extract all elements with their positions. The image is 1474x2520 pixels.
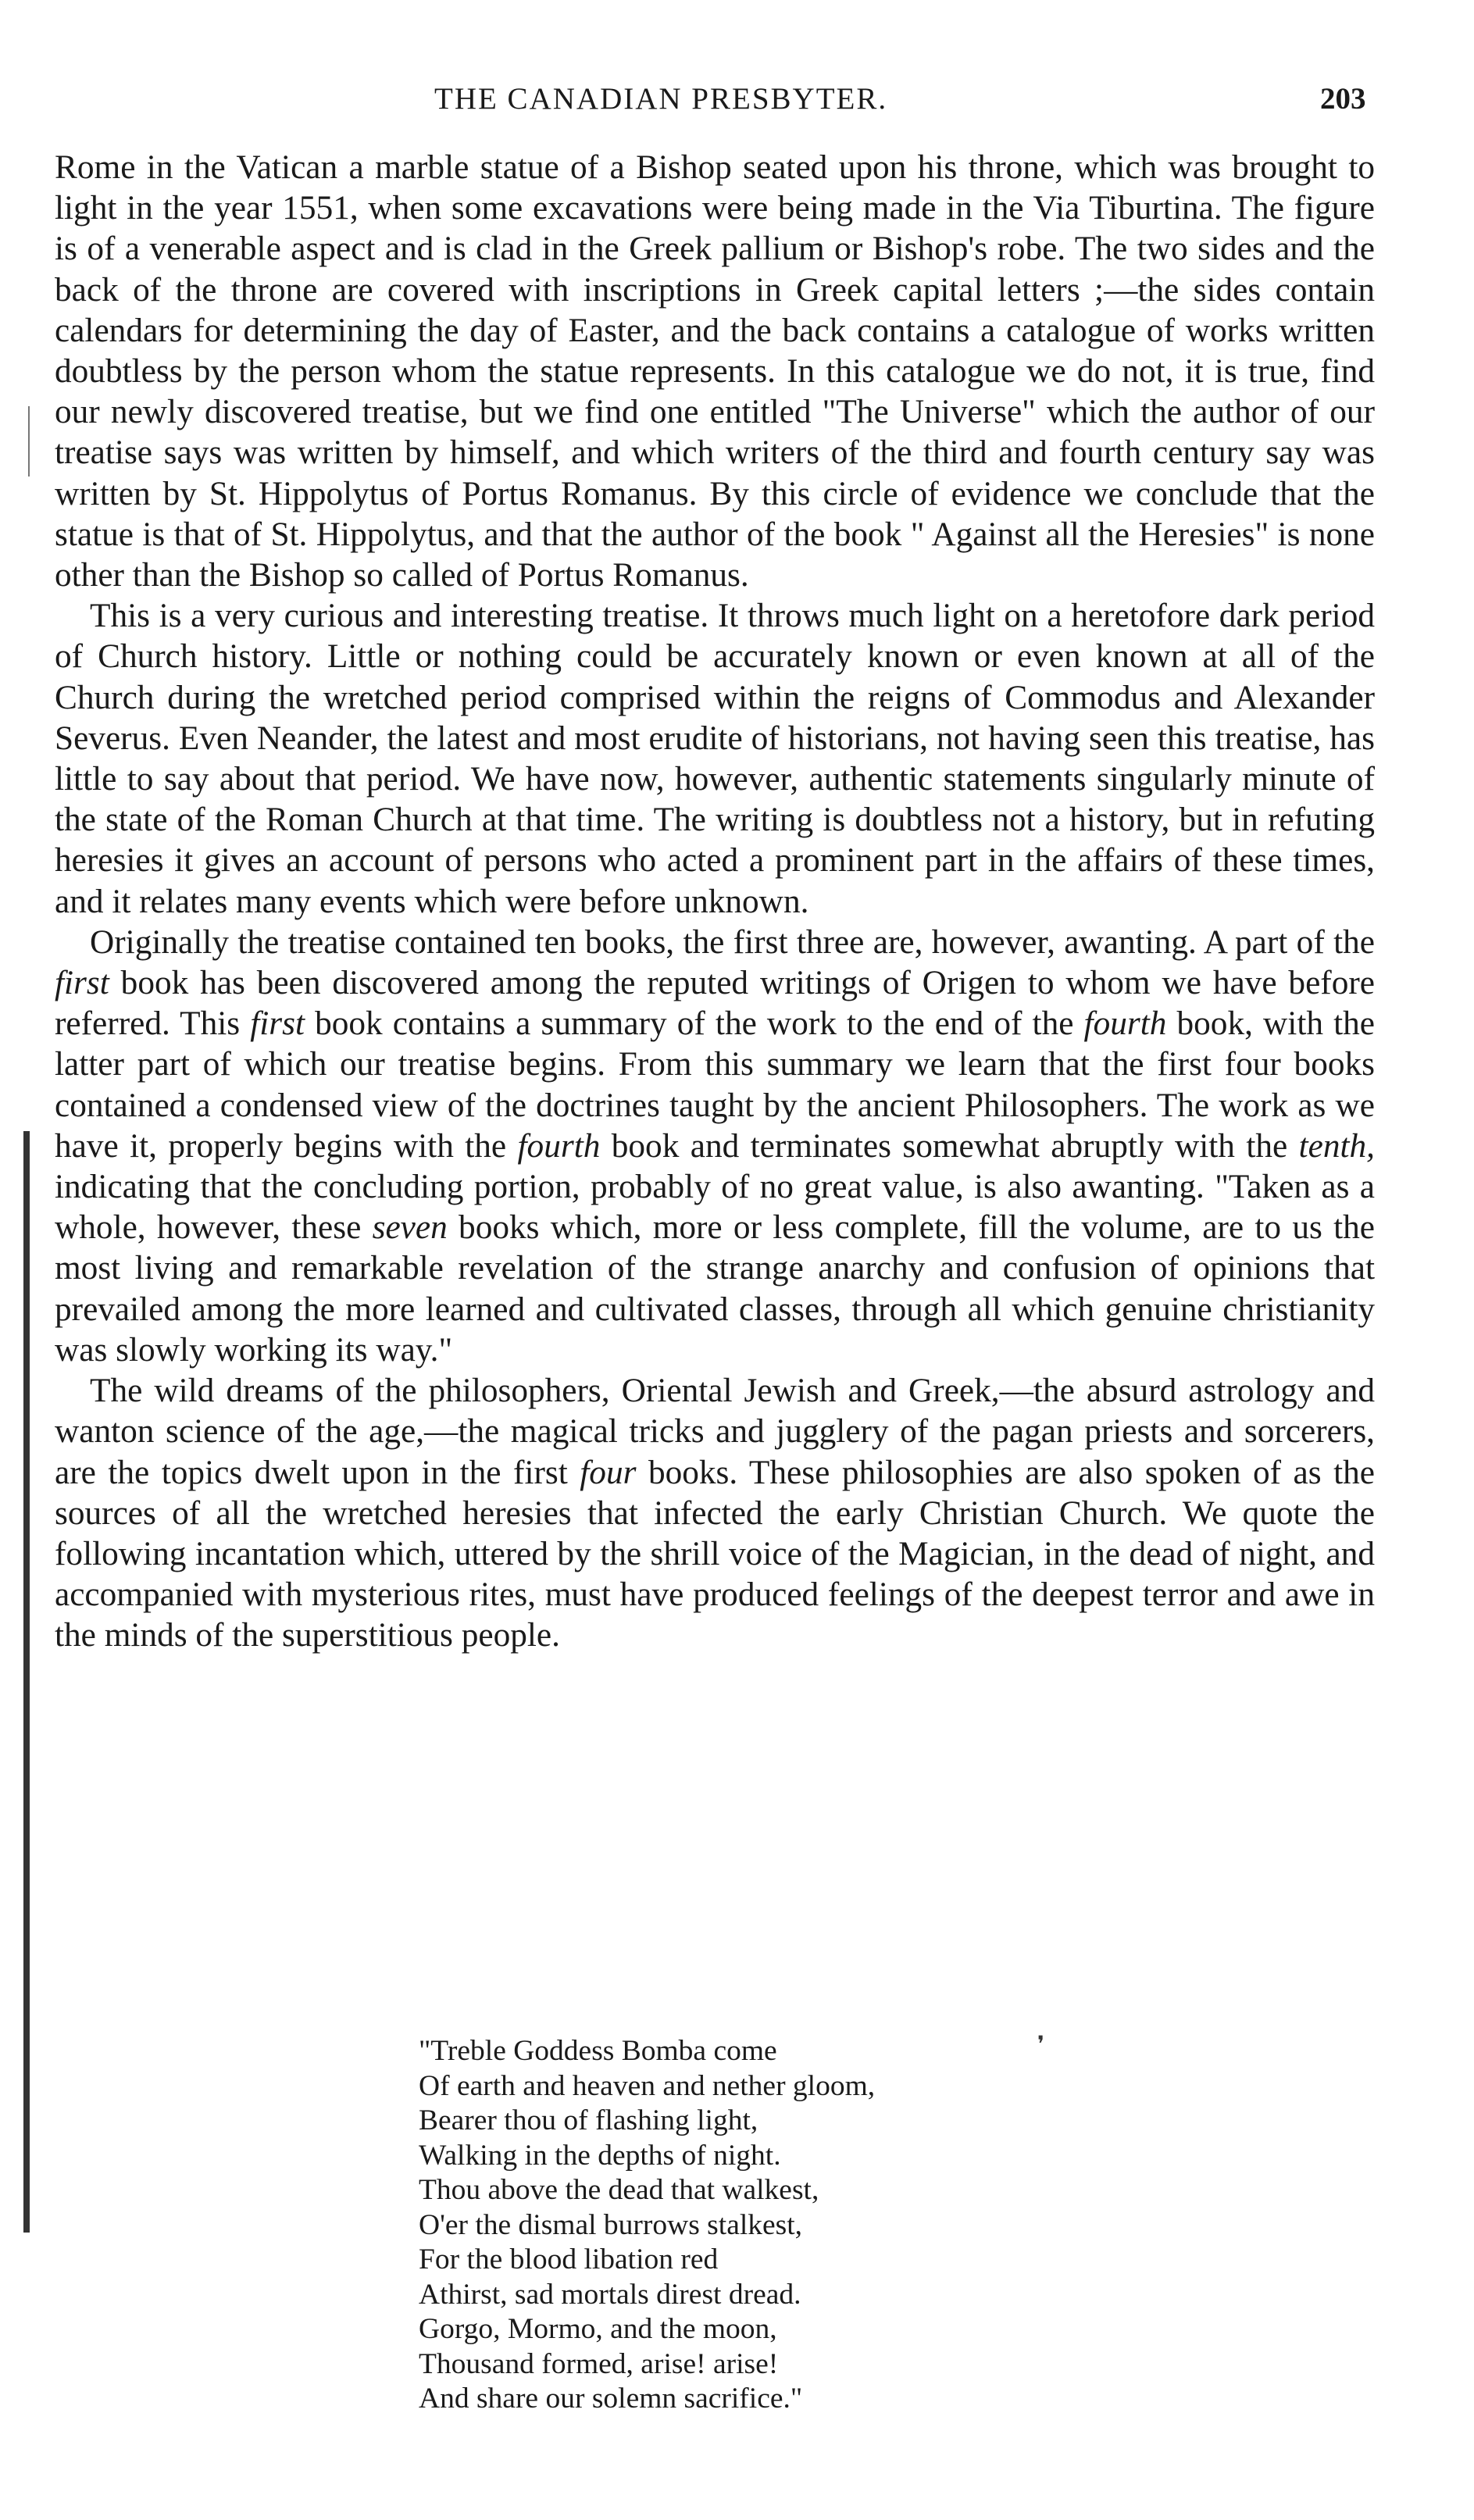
- text-run: The wild dreams of the philosophers, Oriental Jewish and Greek,—the absurd astrology and wanton science of the age,—the magical tricks and jugglery of the pagan priests and sorcerers, are the topics dwelt upon in the first: [55, 1372, 1375, 1491]
- verse-line: O'er the dismal burrows stalkest,: [419, 2208, 803, 2241]
- text-run: indicating that the concluding portion, probably of no great value, is also awanting. "Taken as a whole, however, these: [55, 1168, 1375, 1247]
- italic-word: tenth,: [1298, 1126, 1376, 1165]
- text-run: books. These philosophies are also spoken of as the sources of all the wretched heresies that infected the early Christian Church. We quote the following incantation which, uttered by the shrill voice of the Magician, in the dead of night, and accompanied with mysterious rites, must have produced feelings of the deepest terror and awe in the minds of the superstitious people.: [55, 1453, 1375, 1654]
- paragraph-2: [55, 595, 1375, 922]
- text-run: This is a very curious and interesting treatise. It throws much light on a heretofore dark period of Church history. Little or nothing could be accurately known or even known at all of the Church during the wretched period comprised within the reigns of Commodus and Alexander Severus. Even Neander, the latest and most erudite of historians, not having seen this treatise, has little to say about that period. We have now, however, authentic statements singularly minute of the state of the Roman Church at that time. The writing is doubtless not a history, but in refuting heresies it gives an account of persons who acted a prominent part in the affairs of these times, and it relates many events which were before unknown.: [55, 597, 1375, 920]
- italic-word: fourth: [517, 1126, 601, 1165]
- verse-line: Thousand formed, arise! arise!: [419, 2347, 779, 2380]
- italic-word: seven: [372, 1208, 448, 1247]
- page-header: [0, 81, 1474, 128]
- verse-line: Gorgo, Mormo, and the moon,: [419, 2313, 777, 2345]
- print-speck: ❜: [1037, 2033, 1045, 2057]
- verse-line: Thou above the dead that walkest,: [419, 2174, 819, 2206]
- paragraph-4: [55, 1370, 1375, 1655]
- margin-rule: [23, 1131, 30, 2233]
- text-run: book contains a summary of the work to the end of the: [305, 1005, 1084, 1043]
- text-run: book and terminates somewhat abruptly with the: [600, 1126, 1299, 1165]
- paragraph-1: [55, 147, 1375, 595]
- text-run: Rome in the Vatican a marble statue of a Bishop seated upon his throne, which was brought to light in the year 1551, when some excavations were being made in the Via Tiburtina. The figure is of a venerable aspect and is clad in the Greek pallium or Bishop's robe. The two sides and the back of the throne are covered with inscriptions in Greek capital letters ;—the sides contain calendars for determining the day of Easter, and the back contains a catalogue of works written doubtless by the person whom the statue represents. In this catalogue we do not, it is true, find our newly discovered treatise, but we find one entitled "The Universe" which the author of our treatise says was written by himself, and which writers of the third and fourth century say was written by St. Hippolytus of Portus Romanus. By this circle of evidence we conclude that the statue is that of St. Hippolytus, and that the author of the book " Against all the Heresies" is none other than the Bishop so called of Portus Romanus.: [55, 148, 1375, 594]
- body-text: [55, 147, 1375, 1656]
- margin-mark: [28, 406, 30, 477]
- page-number: 203: [1320, 82, 1366, 116]
- italic-word: four: [580, 1453, 637, 1491]
- text-run: book, with the latter part of which our treatise begins. From this summary we learn that the first four books contained a condensed view of the doctrines taught by the ancient Philosophers. The work as we have it, properly begins with the: [55, 1005, 1375, 1165]
- italic-word: fourth: [1083, 1005, 1167, 1043]
- verse-line: Of earth and heaven and nether gloom,: [419, 2069, 876, 2102]
- verse-line: Walking in the depths of night.: [419, 2139, 781, 2172]
- running-title: THE CANADIAN PRESBYTER.: [434, 82, 888, 116]
- verse-line: Athirst, sad mortals direst dread.: [419, 2278, 801, 2311]
- italic-word: first: [55, 964, 109, 1002]
- verse-line: "Treble Goddess Bomba come: [419, 2035, 777, 2067]
- incantation-verse: [419, 2034, 875, 2417]
- text-run: books which, more or less complete, fill the volume, are to us the most living and remarkable revelation of the strange anarchy and confusion of opinions that prevailed among the more learned and cultivated classes, through all which genuine christianity was slowly working its way.": [55, 1208, 1376, 1369]
- italic-word: first: [250, 1005, 305, 1043]
- text-run: book has been discovered among the reputed writings of Origen to whom we have before referred. This: [55, 964, 1375, 1043]
- text-run: Originally the treatise contained ten books, the first three are, however, awanting. A part of the: [90, 923, 1375, 961]
- verse-line: For the blood libation red: [419, 2243, 719, 2275]
- verse-line: And share our solemn sacrifice.": [419, 2383, 803, 2415]
- verse-line: Bearer thou of flashing light,: [419, 2104, 758, 2136]
- paragraph-3: [55, 922, 1375, 1370]
